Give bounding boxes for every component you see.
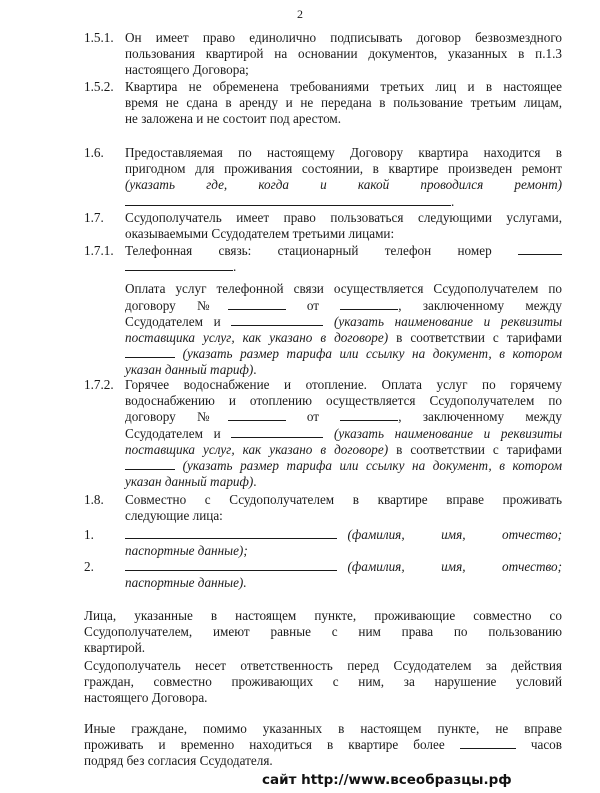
clause-number: 1.5.1. bbox=[84, 30, 114, 45]
clause-text: Совместно с Ссудополучателем в квартире вправе проживать bbox=[125, 492, 562, 507]
paragraph-text: проживать и временно находиться в квартире более bbox=[84, 737, 445, 753]
clause-text: в соответствии с тарифами bbox=[396, 441, 562, 457]
clause-number: 1.7. bbox=[84, 210, 104, 225]
clause-text: не заложена и не состоит под арестом. bbox=[125, 111, 342, 127]
clause-text: в соответствии с тарифами bbox=[396, 330, 562, 346]
fill-blank bbox=[340, 409, 398, 421]
clause-text: Предоставляемая по настоящему Договору квартира находится в bbox=[125, 145, 562, 160]
clause-text: , заключенному между bbox=[398, 409, 562, 425]
clause-text: . bbox=[451, 193, 455, 209]
person-passport-hint: паспортные данные); bbox=[125, 543, 248, 559]
clause-text: . bbox=[233, 259, 237, 275]
fill-blank bbox=[125, 559, 337, 571]
clause-hint: (указать размер тарифа или ссылку на документ, в котором bbox=[182, 346, 562, 362]
paragraph-responsibility bbox=[84, 658, 562, 707]
fill-blank bbox=[125, 527, 337, 539]
paragraph-other-citizens bbox=[84, 721, 562, 770]
fill-blank bbox=[125, 458, 175, 470]
paragraph-text: граждан, совместно проживающих с ним, за нарушение условий bbox=[84, 674, 562, 690]
fill-blank bbox=[518, 243, 562, 255]
paragraph-text: подряд без согласия Ссудодателя. bbox=[84, 753, 273, 769]
fill-blank bbox=[228, 298, 286, 310]
clause-text: водоснабжению и отоплению осуществляется Ссудополучателем по bbox=[125, 393, 562, 409]
clause-text: договору № bbox=[125, 409, 228, 425]
clause-text: пользования квартирой на основании документов, указанных в п.1.3 bbox=[125, 46, 562, 62]
clause-hint: поставщика услуг, как указано в договоре) bbox=[125, 441, 389, 457]
person-number: 2. bbox=[84, 559, 94, 574]
clause-hint: (указать наименование и реквизиты bbox=[334, 313, 563, 329]
paragraph-text: часов bbox=[530, 737, 563, 753]
clause-number: 1.6. bbox=[84, 145, 104, 160]
clause-text: Ссудодателем и bbox=[125, 313, 221, 329]
clause-number: 1.8. bbox=[84, 492, 104, 507]
clause-text: . bbox=[253, 474, 257, 490]
clause-number: 1.7.1. bbox=[84, 243, 114, 258]
page-number: 2 bbox=[297, 7, 303, 21]
clause-number: 1.5.2. bbox=[84, 79, 114, 94]
fill-blank bbox=[340, 298, 398, 310]
paragraph-text: Ссудополучателем, имеют равные с ним права по пользованию bbox=[84, 624, 562, 640]
clause-text: пригодном для проживания состоянии, в квартире произведен ремонт bbox=[125, 161, 562, 177]
clause-text: , заключенному между bbox=[398, 297, 562, 313]
clause-text: от bbox=[306, 409, 319, 425]
fill-blank bbox=[125, 194, 451, 206]
clause-hint: указан данный тариф) bbox=[125, 362, 254, 378]
clause-text: Квартира не обременена требованиями третьих лиц и в настоящее bbox=[125, 79, 562, 94]
clause-hint: указан данный тариф) bbox=[125, 474, 254, 490]
paragraph-cohabitants-rights bbox=[84, 608, 562, 657]
paragraph-text: квартирой. bbox=[84, 640, 146, 656]
fill-blank bbox=[125, 346, 175, 358]
paragraph-text: настоящего Договора. bbox=[84, 690, 208, 706]
clause-hint: (указать наименование и реквизиты bbox=[334, 425, 563, 441]
clause-text: настоящего Договора; bbox=[125, 62, 249, 78]
clause-text: следующие лица: bbox=[125, 508, 223, 524]
paragraph-text: Ссудополучатель несет ответственность перед Ссудодателем за действия bbox=[84, 658, 562, 673]
clause-text: время не сдана в аренду и не передана в пользование третьим лицам, bbox=[125, 95, 562, 111]
paragraph-text: Лица, указанные в настоящем пункте, проживающие совместно со bbox=[84, 608, 562, 623]
clause-text: Оплата услуг телефонной связи осуществляется Ссудополучателем по bbox=[125, 281, 562, 297]
fill-blank bbox=[125, 259, 233, 271]
person-number: 1. bbox=[84, 527, 94, 542]
clause-text: Ссудополучатель имеет право пользоваться следующими услугами, bbox=[125, 210, 562, 225]
fill-blank bbox=[231, 314, 323, 326]
clause-text: от bbox=[306, 297, 319, 313]
clause-hint: поставщика услуг, как указано в договоре) bbox=[125, 330, 389, 346]
clause-number: 1.7.2. bbox=[84, 377, 114, 392]
clause-hint: (указать где, когда и какой проводился ремонт) bbox=[125, 177, 562, 193]
clause-text: оказываемыми Ссудодателем третьими лицами: bbox=[125, 226, 395, 242]
person-fields-hint: (фамилия, имя, отчество; bbox=[347, 559, 562, 574]
site-watermark: сайт http://www.всеобразцы.рф bbox=[262, 772, 512, 788]
person-fields-hint: (фамилия, имя, отчество; bbox=[347, 527, 562, 542]
fill-blank bbox=[460, 737, 516, 749]
clause-text: Ссудодателем и bbox=[125, 425, 221, 441]
clause-text: договору № bbox=[125, 297, 228, 313]
fill-blank bbox=[228, 409, 286, 421]
clause-text: Он имеет право единолично подписывать договор безвозмездного bbox=[125, 30, 562, 45]
clause-text: Телефонная связь: стационарный телефон номер bbox=[125, 243, 492, 258]
fill-blank bbox=[231, 426, 323, 438]
clause-text: Горячее водоснабжение и отопление. Оплата услуг по горячему bbox=[125, 377, 562, 392]
person-passport-hint: паспортные данные). bbox=[125, 575, 247, 591]
clause-text: . bbox=[253, 362, 257, 378]
paragraph-text: Иные граждане, помимо указанных в настоящем пункте, не вправе bbox=[84, 721, 562, 736]
clause-hint: (указать размер тарифа или ссылку на документ, в котором bbox=[182, 458, 562, 474]
